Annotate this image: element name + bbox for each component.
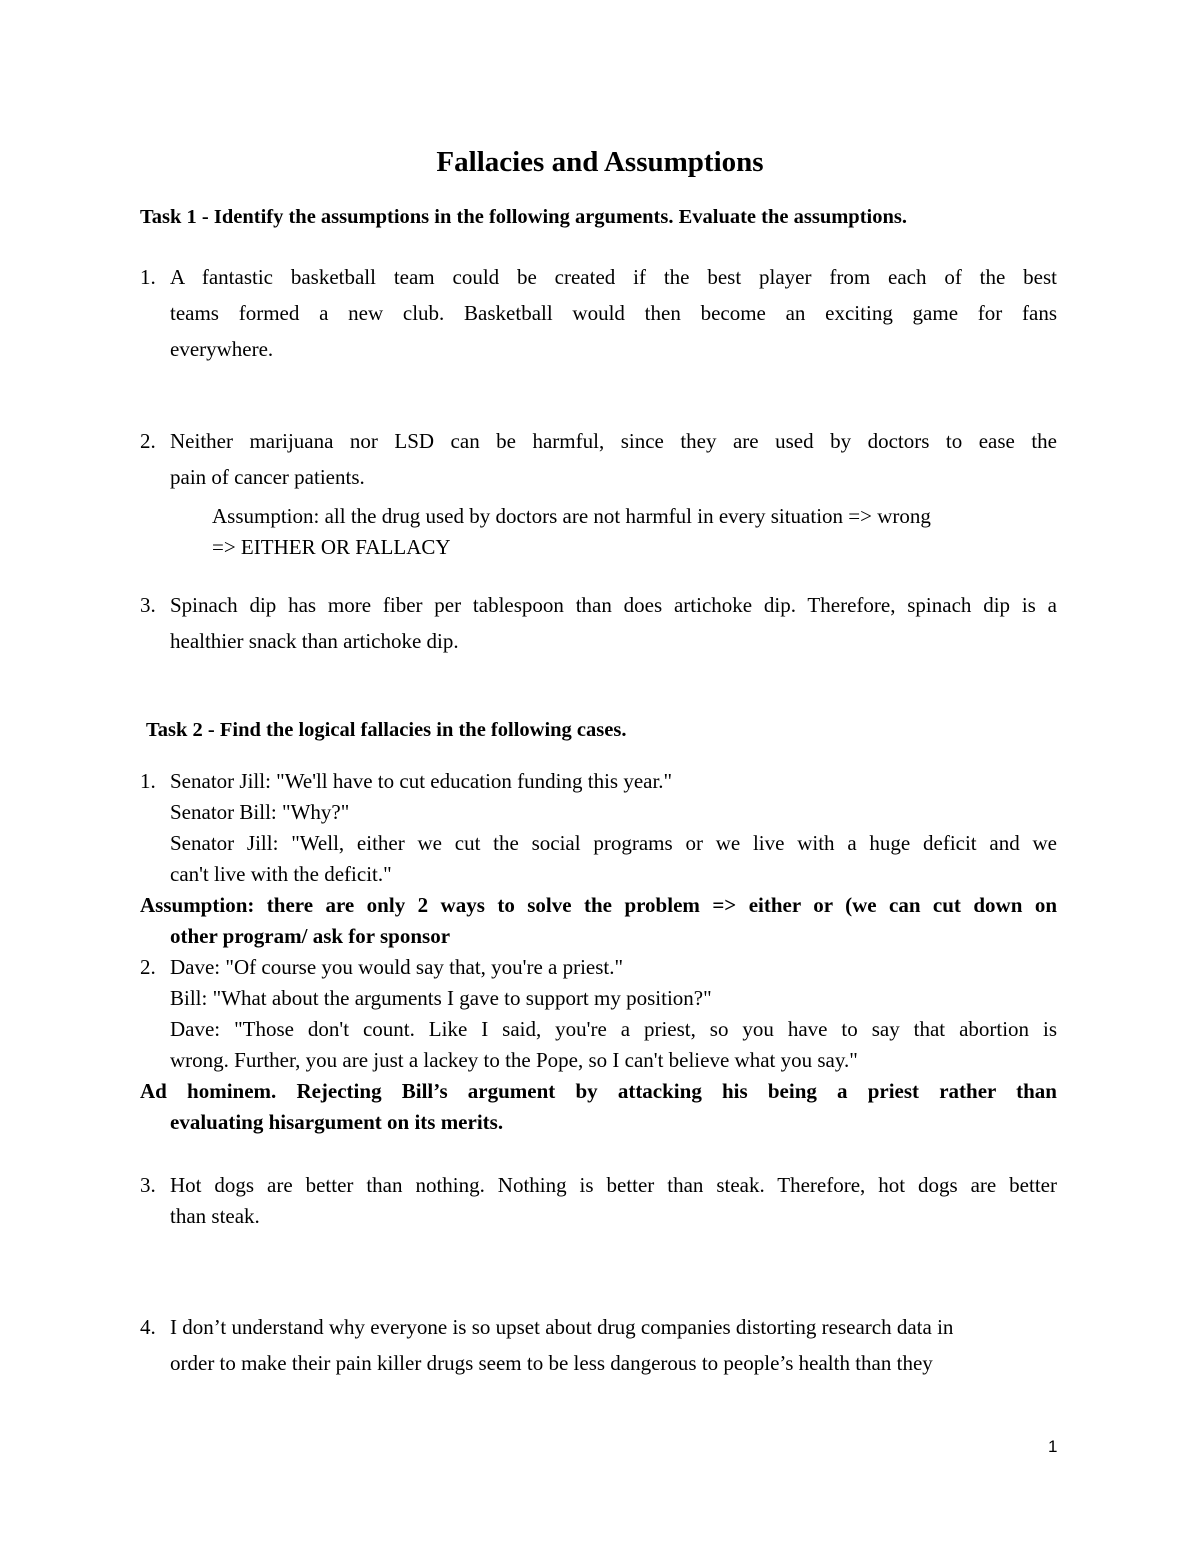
task2-item2-number: 2.: [140, 955, 156, 979]
task2-item2-line3: Dave: "Those don't count. Like I said, you're a priest, so you have to say that abortion is: [170, 1017, 1057, 1041]
task2-item1-line3: Senator Jill: "Well, either we cut the social programs or we live with a huge deficit and we: [170, 831, 1057, 855]
task2-item2-line2: Bill: "What about the arguments I gave to support my position?": [170, 986, 712, 1010]
task2-item2-line1: Dave: "Of course you would say that, you're a priest.": [170, 955, 624, 979]
task2-item3-line2: than steak.: [170, 1204, 260, 1228]
task2-item1-answer-line1: Assumption: there are only 2 ways to solve the problem => either or (we can cut down on: [140, 893, 1057, 917]
task1-item2-line1: Neither marijuana nor LSD can be harmful, since they are used by doctors to ease the: [170, 429, 1057, 453]
task2-item2-answer-line1: Ad hominem. Rejecting Bill’s argument by attacking his being a priest rather than: [140, 1079, 1057, 1103]
task1-item1-line2: teams formed a new club. Basketball would then become an exciting game for fans: [170, 301, 1057, 325]
page-number: 1: [1048, 1437, 1058, 1456]
task1-item3-line1: Spinach dip has more fiber per tablespoon than does artichoke dip. Therefore, spinach dip is a: [170, 593, 1057, 617]
task2-item3-number: 3.: [140, 1173, 156, 1197]
task2-item1-answer-line2: other program/ ask for sponsor: [170, 924, 451, 948]
task1-item2-answer-line2: => EITHER OR FALLACY: [212, 535, 451, 559]
task2-item1-line2: Senator Bill: "Why?": [170, 800, 350, 824]
task2-item1-line4: can't live with the deficit.": [170, 862, 392, 886]
task2-heading: Task 2 - Find the logical fallacies in the following cases.: [146, 719, 627, 741]
task2-item4-line1: I don’t understand why everyone is so upset about drug companies distorting research data in: [170, 1315, 954, 1339]
task1-item2-line2: pain of cancer patients.: [170, 465, 365, 489]
page-title: Fallacies and Assumptions: [436, 146, 764, 178]
task1-heading: Task 1 - Identify the assumptions in the following arguments. Evaluate the assumptions.: [140, 206, 907, 228]
task1-item3-number: 3.: [140, 593, 156, 617]
task2-item1-number: 1.: [140, 769, 156, 793]
task2-item4-number: 4.: [140, 1315, 156, 1339]
task2-item2-answer-line2: evaluating hisargument on its merits.: [170, 1110, 504, 1134]
task2-item1-line1: Senator Jill: "We'll have to cut education funding this year.": [170, 769, 673, 793]
task2-item3-line1: Hot dogs are better than nothing. Nothing is better than steak. Therefore, hot dogs are better: [170, 1173, 1057, 1197]
task1-item1-line1: A fantastic basketball team could be created if the best player from each of the best: [170, 265, 1057, 289]
task2-item4-line2: order to make their pain killer drugs seem to be less dangerous to people’s health than they: [170, 1351, 933, 1375]
task1-item3-line2: healthier snack than artichoke dip.: [170, 629, 459, 653]
task1-item1-number: 1.: [140, 265, 156, 289]
task1-item2-answer-line1: Assumption: all the drug used by doctors are not harmful in every situation => wrong: [212, 504, 931, 528]
task1-item1-line3: everywhere.: [170, 337, 274, 361]
task1-item2-number: 2.: [140, 429, 156, 453]
task2-item2-line4: wrong. Further, you are just a lackey to the Pope, so I can't believe what you say.": [170, 1048, 858, 1072]
